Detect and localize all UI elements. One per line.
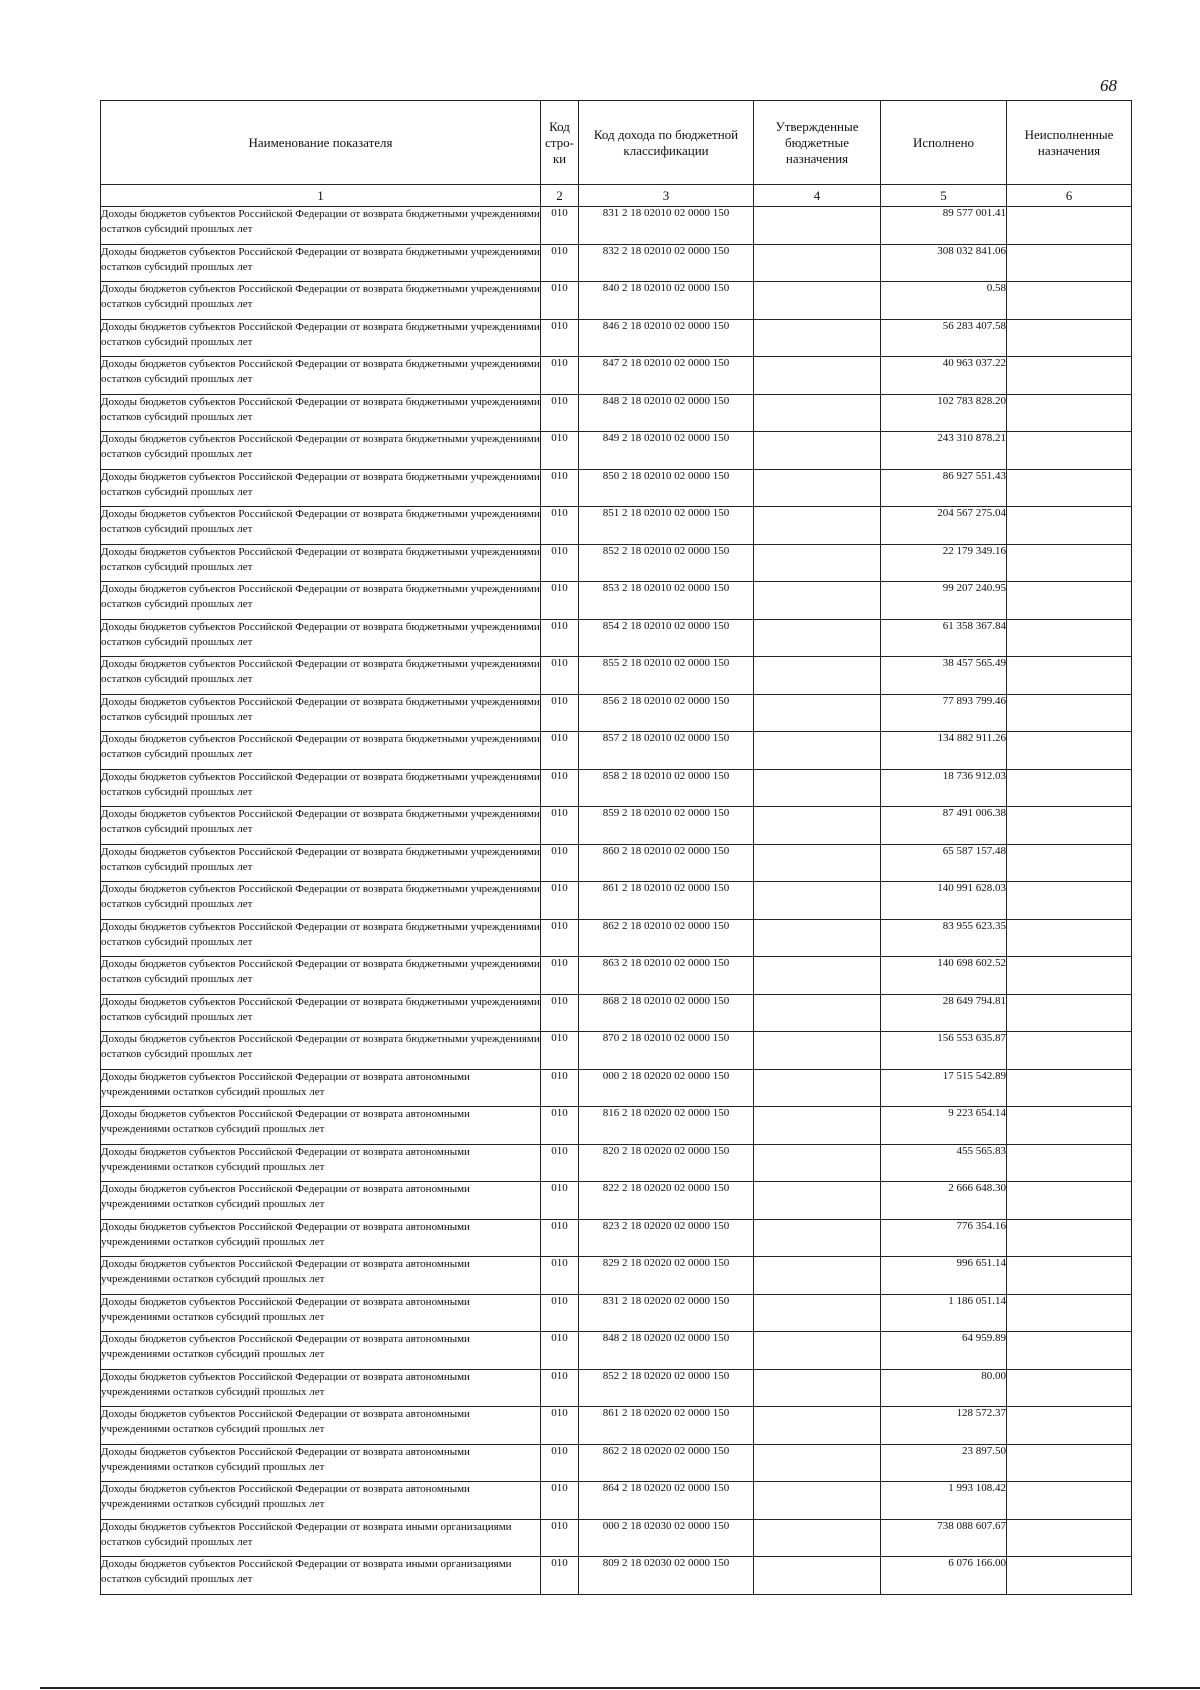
row-line-code-cell: 010 [541,207,579,245]
row-income-code-cell: 854 2 18 02010 02 0000 150 [579,619,754,657]
row-line-code-cell: 010 [541,544,579,582]
row-unexecuted-cell [1007,207,1132,245]
table-row [101,769,1132,807]
column-number: 5 [881,185,1007,207]
row-line-code-cell: 010 [541,882,579,920]
row-line-code-cell: 010 [541,807,579,845]
row-unexecuted-cell [1007,732,1132,770]
row-income-code-cell: 861 2 18 02020 02 0000 150 [579,1407,754,1445]
row-name-cell: Доходы бюджетов субъектов Российской Федерации от возврата бюджетными учреждениями остатков субсидий прошлых лет [101,732,541,770]
row-income-code-cell: 000 2 18 02020 02 0000 150 [579,1069,754,1107]
row-line-code-cell: 010 [541,432,579,470]
row-line-code-cell: 010 [541,619,579,657]
table-row [101,1444,1132,1482]
table-row [101,1482,1132,1520]
row-unexecuted-cell [1007,1557,1132,1595]
row-approved-cell [754,732,881,770]
row-name-cell: Доходы бюджетов субъектов Российской Федерации от возврата бюджетными учреждениями остатков субсидий прошлых лет [101,544,541,582]
table-row [101,207,1132,245]
row-approved-cell [754,507,881,545]
row-approved-cell [754,1407,881,1445]
table-row [101,844,1132,882]
row-executed-cell: 18 736 912.03 [881,769,1007,807]
row-name-cell: Доходы бюджетов субъектов Российской Федерации от возврата автономными учреждениями остатков субсидий прошлых лет [101,1407,541,1445]
row-executed-cell: 83 955 623.35 [881,919,1007,957]
row-executed-cell: 455 565.83 [881,1144,1007,1182]
income-table [100,100,1132,1595]
row-name-cell: Доходы бюджетов субъектов Российской Федерации от возврата автономными учреждениями остатков субсидий прошлых лет [101,1369,541,1407]
row-approved-cell [754,1032,881,1070]
row-approved-cell [754,357,881,395]
row-name-cell: Доходы бюджетов субъектов Российской Федерации от возврата бюджетными учреждениями остатков субсидий прошлых лет [101,282,541,320]
row-unexecuted-cell [1007,957,1132,995]
table-row [101,282,1132,320]
row-name-cell: Доходы бюджетов субъектов Российской Федерации от возврата бюджетными учреждениями остатков субсидий прошлых лет [101,1032,541,1070]
row-line-code-cell: 010 [541,1369,579,1407]
table-row [101,694,1132,732]
row-name-cell: Доходы бюджетов субъектов Российской Федерации от возврата бюджетными учреждениями остатков субсидий прошлых лет [101,394,541,432]
row-approved-cell [754,844,881,882]
row-unexecuted-cell [1007,319,1132,357]
table-row [101,544,1132,582]
row-unexecuted-cell [1007,244,1132,282]
row-approved-cell [754,1257,881,1295]
row-unexecuted-cell [1007,1257,1132,1295]
table-row [101,882,1132,920]
row-income-code-cell: 868 2 18 02010 02 0000 150 [579,994,754,1032]
row-income-code-cell: 863 2 18 02010 02 0000 150 [579,957,754,995]
row-name-cell: Доходы бюджетов субъектов Российской Федерации от возврата автономными учреждениями остатков субсидий прошлых лет [101,1257,541,1295]
row-line-code-cell: 010 [541,657,579,695]
row-income-code-cell: 859 2 18 02010 02 0000 150 [579,807,754,845]
row-income-code-cell: 864 2 18 02020 02 0000 150 [579,1482,754,1520]
table-row [101,732,1132,770]
row-income-code-cell: 809 2 18 02030 02 0000 150 [579,1557,754,1595]
table-row [101,1069,1132,1107]
row-unexecuted-cell [1007,432,1132,470]
row-approved-cell [754,882,881,920]
row-income-code-cell: 840 2 18 02010 02 0000 150 [579,282,754,320]
row-approved-cell [754,657,881,695]
row-line-code-cell: 010 [541,507,579,545]
column-number-row [101,185,1132,207]
row-line-code-cell: 010 [541,994,579,1032]
row-income-code-cell: 852 2 18 02010 02 0000 150 [579,544,754,582]
row-income-code-cell: 849 2 18 02010 02 0000 150 [579,432,754,470]
row-executed-cell: 22 179 349.16 [881,544,1007,582]
row-approved-cell [754,469,881,507]
row-name-cell: Доходы бюджетов субъектов Российской Федерации от возврата бюджетными учреждениями остатков субсидий прошлых лет [101,207,541,245]
row-executed-cell: 17 515 542.89 [881,1069,1007,1107]
row-executed-cell: 28 649 794.81 [881,994,1007,1032]
row-executed-cell: 738 088 607.67 [881,1519,1007,1557]
row-income-code-cell: 829 2 18 02020 02 0000 150 [579,1257,754,1295]
row-approved-cell [754,1294,881,1332]
row-approved-cell [754,1482,881,1520]
row-approved-cell [754,769,881,807]
table-row [101,357,1132,395]
row-name-cell: Доходы бюджетов субъектов Российской Федерации от возврата автономными учреждениями остатков субсидий прошлых лет [101,1444,541,1482]
row-unexecuted-cell [1007,1407,1132,1445]
row-name-cell: Доходы бюджетов субъектов Российской Федерации от возврата автономными учреждениями остатков субсидий прошлых лет [101,1219,541,1257]
row-income-code-cell: 862 2 18 02020 02 0000 150 [579,1444,754,1482]
row-executed-cell: 0.58 [881,282,1007,320]
table-row [101,507,1132,545]
header-row [101,101,1132,185]
row-name-cell: Доходы бюджетов субъектов Российской Федерации от возврата иными организациями остатков субсидий прошлых лет [101,1557,541,1595]
row-executed-cell: 204 567 275.04 [881,507,1007,545]
row-executed-cell: 38 457 565.49 [881,657,1007,695]
row-line-code-cell: 010 [541,582,579,620]
row-name-cell: Доходы бюджетов субъектов Российской Федерации от возврата автономными учреждениями остатков субсидий прошлых лет [101,1069,541,1107]
table-row [101,807,1132,845]
table-row [101,657,1132,695]
column-number: 2 [541,185,579,207]
row-income-code-cell: 860 2 18 02010 02 0000 150 [579,844,754,882]
row-income-code-cell: 853 2 18 02010 02 0000 150 [579,582,754,620]
table-row [101,1407,1132,1445]
page-number: 68 [1100,76,1117,95]
row-line-code-cell: 010 [541,732,579,770]
row-unexecuted-cell [1007,807,1132,845]
row-executed-cell: 9 223 654.14 [881,1107,1007,1145]
row-executed-cell: 77 893 799.46 [881,694,1007,732]
row-income-code-cell: 852 2 18 02020 02 0000 150 [579,1369,754,1407]
row-executed-cell: 134 882 911.26 [881,732,1007,770]
row-name-cell: Доходы бюджетов субъектов Российской Федерации от возврата иными организациями остатков субсидий прошлых лет [101,1519,541,1557]
row-executed-cell: 86 927 551.43 [881,469,1007,507]
row-income-code-cell: 848 2 18 02020 02 0000 150 [579,1332,754,1370]
row-executed-cell: 776 354.16 [881,1219,1007,1257]
row-line-code-cell: 010 [541,357,579,395]
row-name-cell: Доходы бюджетов субъектов Российской Федерации от возврата бюджетными учреждениями остатков субсидий прошлых лет [101,994,541,1032]
row-approved-cell [754,994,881,1032]
row-income-code-cell: 816 2 18 02020 02 0000 150 [579,1107,754,1145]
table-row [101,1182,1132,1220]
row-income-code-cell: 861 2 18 02010 02 0000 150 [579,882,754,920]
row-executed-cell: 23 897.50 [881,1444,1007,1482]
row-unexecuted-cell [1007,357,1132,395]
row-line-code-cell: 010 [541,1444,579,1482]
row-name-cell: Доходы бюджетов субъектов Российской Федерации от возврата бюджетными учреждениями остатков субсидий прошлых лет [101,432,541,470]
row-unexecuted-cell [1007,919,1132,957]
table-row [101,1519,1132,1557]
row-unexecuted-cell [1007,582,1132,620]
row-approved-cell [754,1369,881,1407]
header-executed: Исполнено [881,101,1007,185]
row-income-code-cell: 847 2 18 02010 02 0000 150 [579,357,754,395]
row-unexecuted-cell [1007,844,1132,882]
row-income-code-cell: 846 2 18 02010 02 0000 150 [579,319,754,357]
row-unexecuted-cell [1007,657,1132,695]
header-name: Наименование показателя [101,101,541,185]
row-approved-cell [754,1107,881,1145]
row-line-code-cell: 010 [541,394,579,432]
row-approved-cell [754,207,881,245]
column-number: 1 [101,185,541,207]
table-row [101,919,1132,957]
row-unexecuted-cell [1007,1369,1132,1407]
row-executed-cell: 128 572.37 [881,1407,1007,1445]
row-executed-cell: 156 553 635.87 [881,1032,1007,1070]
row-line-code-cell: 010 [541,1069,579,1107]
row-unexecuted-cell [1007,1107,1132,1145]
row-line-code-cell: 010 [541,844,579,882]
row-executed-cell: 102 783 828.20 [881,394,1007,432]
row-line-code-cell: 010 [541,919,579,957]
table-row [101,394,1132,432]
table-row [101,1219,1132,1257]
row-executed-cell: 140 698 602.52 [881,957,1007,995]
row-approved-cell [754,244,881,282]
row-unexecuted-cell [1007,282,1132,320]
row-name-cell: Доходы бюджетов субъектов Российской Федерации от возврата бюджетными учреждениями остатков субсидий прошлых лет [101,657,541,695]
row-name-cell: Доходы бюджетов субъектов Российской Федерации от возврата автономными учреждениями остатков субсидий прошлых лет [101,1107,541,1145]
row-executed-cell: 1 993 108.42 [881,1482,1007,1520]
row-name-cell: Доходы бюджетов субъектов Российской Федерации от возврата бюджетными учреждениями остатков субсидий прошлых лет [101,844,541,882]
row-approved-cell [754,1557,881,1595]
row-line-code-cell: 010 [541,957,579,995]
row-unexecuted-cell [1007,694,1132,732]
row-unexecuted-cell [1007,994,1132,1032]
row-line-code-cell: 010 [541,1482,579,1520]
row-name-cell: Доходы бюджетов субъектов Российской Федерации от возврата бюджетными учреждениями остатков субсидий прошлых лет [101,919,541,957]
row-name-cell: Доходы бюджетов субъектов Российской Федерации от возврата бюджетными учреждениями остатков субсидий прошлых лет [101,769,541,807]
row-line-code-cell: 010 [541,319,579,357]
row-executed-cell: 40 963 037.22 [881,357,1007,395]
row-name-cell: Доходы бюджетов субъектов Российской Федерации от возврата автономными учреждениями остатков субсидий прошлых лет [101,1332,541,1370]
header-approved: Утвержденные бюджетные назначения [754,101,881,185]
row-executed-cell: 2 666 648.30 [881,1182,1007,1220]
table-row [101,1557,1132,1595]
row-name-cell: Доходы бюджетов субъектов Российской Федерации от возврата бюджетными учреждениями остатков субсидий прошлых лет [101,694,541,732]
row-approved-cell [754,919,881,957]
row-line-code-cell: 010 [541,1257,579,1295]
row-line-code-cell: 010 [541,244,579,282]
row-line-code-cell: 010 [541,1182,579,1220]
table-row [101,1369,1132,1407]
row-approved-cell [754,957,881,995]
row-income-code-cell: 831 2 18 02010 02 0000 150 [579,207,754,245]
row-unexecuted-cell [1007,469,1132,507]
row-unexecuted-cell [1007,1219,1132,1257]
row-unexecuted-cell [1007,1182,1132,1220]
row-name-cell: Доходы бюджетов субъектов Российской Федерации от возврата бюджетными учреждениями остатков субсидий прошлых лет [101,807,541,845]
row-name-cell: Доходы бюджетов субъектов Российской Федерации от возврата бюджетными учреждениями остатков субсидий прошлых лет [101,882,541,920]
row-income-code-cell: 000 2 18 02030 02 0000 150 [579,1519,754,1557]
row-income-code-cell: 862 2 18 02010 02 0000 150 [579,919,754,957]
row-executed-cell: 87 491 006.38 [881,807,1007,845]
row-name-cell: Доходы бюджетов субъектов Российской Федерации от возврата бюджетными учреждениями остатков субсидий прошлых лет [101,244,541,282]
row-income-code-cell: 870 2 18 02010 02 0000 150 [579,1032,754,1070]
row-approved-cell [754,432,881,470]
row-executed-cell: 99 207 240.95 [881,582,1007,620]
row-executed-cell: 1 186 051.14 [881,1294,1007,1332]
row-name-cell: Доходы бюджетов субъектов Российской Федерации от возврата бюджетными учреждениями остатков субсидий прошлых лет [101,619,541,657]
row-approved-cell [754,1069,881,1107]
row-approved-cell [754,582,881,620]
row-line-code-cell: 010 [541,1107,579,1145]
row-income-code-cell: 831 2 18 02020 02 0000 150 [579,1294,754,1332]
header-unexecuted: Неисполненные назначения [1007,101,1132,185]
row-name-cell: Доходы бюджетов субъектов Российской Федерации от возврата автономными учреждениями остатков субсидий прошлых лет [101,1482,541,1520]
row-approved-cell [754,319,881,357]
table-row [101,1332,1132,1370]
table-row [101,619,1132,657]
row-executed-cell: 996 651.14 [881,1257,1007,1295]
table-row [101,319,1132,357]
table-row [101,1257,1132,1295]
row-name-cell: Доходы бюджетов субъектов Российской Федерации от возврата автономными учреждениями остатков субсидий прошлых лет [101,1182,541,1220]
row-unexecuted-cell [1007,544,1132,582]
column-number: 3 [579,185,754,207]
column-number: 4 [754,185,881,207]
row-unexecuted-cell [1007,619,1132,657]
row-unexecuted-cell [1007,1444,1132,1482]
row-executed-cell: 80.00 [881,1369,1007,1407]
row-name-cell: Доходы бюджетов субъектов Российской Федерации от возврата бюджетными учреждениями остатков субсидий прошлых лет [101,469,541,507]
row-unexecuted-cell [1007,1144,1132,1182]
row-income-code-cell: 858 2 18 02010 02 0000 150 [579,769,754,807]
row-name-cell: Доходы бюджетов субъектов Российской Федерации от возврата бюджетными учреждениями остатков субсидий прошлых лет [101,357,541,395]
table-row [101,1032,1132,1070]
row-unexecuted-cell [1007,1069,1132,1107]
row-approved-cell [754,544,881,582]
row-income-code-cell: 857 2 18 02010 02 0000 150 [579,732,754,770]
row-income-code-cell: 850 2 18 02010 02 0000 150 [579,469,754,507]
row-unexecuted-cell [1007,1294,1132,1332]
page-bottom-rule [40,1687,1200,1689]
row-name-cell: Доходы бюджетов субъектов Российской Федерации от возврата автономными учреждениями остатков субсидий прошлых лет [101,1294,541,1332]
row-income-code-cell: 820 2 18 02020 02 0000 150 [579,1144,754,1182]
row-approved-cell [754,1219,881,1257]
row-income-code-cell: 851 2 18 02010 02 0000 150 [579,507,754,545]
row-approved-cell [754,282,881,320]
table-row [101,994,1132,1032]
row-executed-cell: 61 358 367.84 [881,619,1007,657]
table-row [101,244,1132,282]
row-income-code-cell: 856 2 18 02010 02 0000 150 [579,694,754,732]
row-line-code-cell: 010 [541,1519,579,1557]
row-approved-cell [754,1444,881,1482]
row-income-code-cell: 832 2 18 02010 02 0000 150 [579,244,754,282]
table-row [101,1107,1132,1145]
row-executed-cell: 64 959.89 [881,1332,1007,1370]
row-line-code-cell: 010 [541,1144,579,1182]
row-line-code-cell: 010 [541,1557,579,1595]
row-line-code-cell: 010 [541,694,579,732]
row-income-code-cell: 848 2 18 02010 02 0000 150 [579,394,754,432]
table-row [101,582,1132,620]
header-line-code: Код стро-ки [541,101,579,185]
row-unexecuted-cell [1007,1519,1132,1557]
row-line-code-cell: 010 [541,1332,579,1370]
row-income-code-cell: 855 2 18 02010 02 0000 150 [579,657,754,695]
table-body [101,207,1132,1595]
row-unexecuted-cell [1007,882,1132,920]
table-row [101,1144,1132,1182]
row-approved-cell [754,807,881,845]
row-executed-cell: 243 310 878.21 [881,432,1007,470]
row-approved-cell [754,394,881,432]
row-line-code-cell: 010 [541,1219,579,1257]
row-income-code-cell: 823 2 18 02020 02 0000 150 [579,1219,754,1257]
table-row [101,957,1132,995]
row-executed-cell: 89 577 001.41 [881,207,1007,245]
table-row [101,432,1132,470]
row-name-cell: Доходы бюджетов субъектов Российской Федерации от возврата бюджетными учреждениями остатков субсидий прошлых лет [101,507,541,545]
row-line-code-cell: 010 [541,469,579,507]
row-name-cell: Доходы бюджетов субъектов Российской Федерации от возврата автономными учреждениями остатков субсидий прошлых лет [101,1144,541,1182]
row-unexecuted-cell [1007,769,1132,807]
row-unexecuted-cell [1007,394,1132,432]
header-income-code: Код дохода по бюджетной классификации [579,101,754,185]
column-number: 6 [1007,185,1132,207]
row-executed-cell: 65 587 157.48 [881,844,1007,882]
row-income-code-cell: 822 2 18 02020 02 0000 150 [579,1182,754,1220]
table-row [101,469,1132,507]
row-executed-cell: 56 283 407.58 [881,319,1007,357]
row-unexecuted-cell [1007,1332,1132,1370]
row-name-cell: Доходы бюджетов субъектов Российской Федерации от возврата бюджетными учреждениями остатков субсидий прошлых лет [101,319,541,357]
row-approved-cell [754,1144,881,1182]
row-approved-cell [754,619,881,657]
row-executed-cell: 140 991 628.03 [881,882,1007,920]
row-approved-cell [754,694,881,732]
row-line-code-cell: 010 [541,282,579,320]
row-executed-cell: 6 076 166.00 [881,1557,1007,1595]
row-name-cell: Доходы бюджетов субъектов Российской Федерации от возврата бюджетными учреждениями остатков субсидий прошлых лет [101,582,541,620]
table-row [101,1294,1132,1332]
row-unexecuted-cell [1007,507,1132,545]
row-line-code-cell: 010 [541,1294,579,1332]
row-name-cell: Доходы бюджетов субъектов Российской Федерации от возврата бюджетными учреждениями остатков субсидий прошлых лет [101,957,541,995]
row-approved-cell [754,1332,881,1370]
row-approved-cell [754,1519,881,1557]
row-unexecuted-cell [1007,1482,1132,1520]
row-line-code-cell: 010 [541,769,579,807]
row-unexecuted-cell [1007,1032,1132,1070]
row-line-code-cell: 010 [541,1032,579,1070]
row-approved-cell [754,1182,881,1220]
row-line-code-cell: 010 [541,1407,579,1445]
row-executed-cell: 308 032 841.06 [881,244,1007,282]
